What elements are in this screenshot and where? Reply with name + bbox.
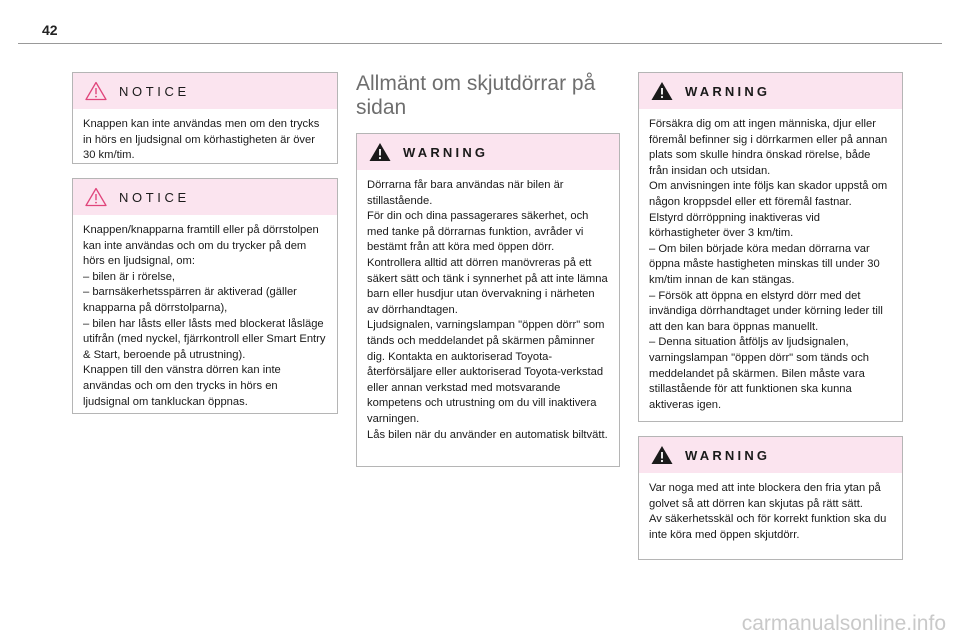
notice-title: NOTICE — [119, 189, 190, 205]
warning-bullet: – Om bilen började köra medan dörrarna var öppna måste hastigheten minskas till under 30 km/tim innan de kan stängas. — [649, 242, 880, 286]
notice-header — [73, 73, 337, 109]
warning-text: För din och dina passagerares säkerhet, och med tanke på dörrarnas funktion, avråder vi bestämt från att köra med öppen dörr. — [367, 210, 589, 254]
warning-text: Försäkra dig om att ingen människa, djur eller föremål befinner sig i dörrkarmen eller på annan plats som skulle hindra önskad rörelse, både från insidan och utsidan. — [649, 118, 888, 177]
section-title: Allmänt om skjutdörrar på sidan — [356, 72, 596, 119]
notice-triangle-icon — [85, 81, 107, 101]
notice-box-1 — [72, 72, 338, 164]
warning-header — [639, 73, 902, 109]
notice-body — [73, 215, 337, 418]
watermark: carmanualsonline.info — [741, 612, 946, 635]
notice-title: NOTICE — [119, 83, 190, 99]
warning-text: Kontrollera alltid att dörren manövreras på ett säkert sätt och tänk i synnerhet på att inte lämna barn eller husdjur utan övervakning i närheten av dörrhandtagen. — [367, 256, 608, 316]
warning-triangle-icon — [369, 142, 391, 162]
warning-text: Av säkerhetsskäl och för korrekt funktion ska du inte köra med öppen skjutdörr. — [649, 513, 887, 541]
warning-text: Elstyrd dörröppning inaktiveras vid körhastigheter över 3 km/tim. — [649, 211, 821, 240]
notice-bullet: – barnsäkerhetsspärren är aktiverad (gäller knapparna på dörrstolparna), — [83, 286, 297, 314]
notice-header — [73, 179, 337, 215]
warning-text: Lås bilen när du använder en automatisk biltvätt. — [367, 428, 608, 441]
warning-title: WARNING — [685, 83, 771, 99]
notice-text: Knappen/knapparna framtill eller på dörrstolpen kan inte användas och om du trycker på dem hörs en ljudsignal, om: — [83, 224, 319, 268]
warning-header — [357, 134, 619, 170]
notice-text: Knappen till den vänstra dörren kan inte användas och om den trycks in hörs en ljudsignal om tankluckan öppnas. — [83, 364, 281, 408]
warning-triangle-icon — [651, 81, 673, 101]
header-divider — [18, 43, 942, 44]
warning-header — [639, 437, 902, 473]
warning-box-1 — [356, 133, 620, 467]
warning-body — [639, 109, 902, 421]
warning-triangle-icon — [651, 445, 673, 465]
warning-box-2 — [638, 72, 903, 422]
page-number: 42 — [42, 22, 58, 38]
warning-body — [639, 473, 902, 551]
warning-text: Om anvisningen inte följs kan skador uppstå om någon kroppsdel eller ett föremål fastnar. — [649, 180, 888, 208]
warning-title: WARNING — [403, 144, 489, 160]
warning-bullet: – Denna situation åtföljs av ljudsignalen, varningslampan "öppen dörr" som tänds och meddelandet på skärmen. Bilen måste vara stillastående för att funktionen ska kunna aktiveras igen. — [649, 336, 870, 411]
warning-box-3 — [638, 436, 903, 560]
warning-text: Ljudsignalen, varningslampan "öppen dörr" som tänds och meddelandet på skärmen påminner dig. Kontakta en auktoriserad Toyota-återförsäljare eller auktoriserad Toyota-verkstad eller annan verkstad med motsvarande kompetens och utrustning om du vill inaktivera varningen. — [367, 319, 605, 425]
notice-triangle-icon — [85, 187, 107, 207]
warning-body — [357, 170, 619, 451]
notice-bullet: – bilen har låsts eller låsts med blockerat låsläge utifrån (med nyckel, fjärrkontroll eller Smart Entry & Start, beroende på utrustning). — [83, 317, 326, 361]
notice-body — [73, 109, 337, 172]
warning-bullet: – Försök att öppna en elstyrd dörr med det invändiga dörrhandtaget under körning leder till att den kan bara öppnas manuellt. — [649, 289, 883, 333]
notice-text: Knappen kan inte användas men om den trycks in hörs en ljudsignal om körhastigheten är över 30 km/tim. — [83, 118, 320, 162]
warning-text: Dörrarna får bara användas när bilen är stillastående. — [367, 179, 564, 207]
notice-box-2 — [72, 178, 338, 414]
warning-title: WARNING — [685, 447, 771, 463]
warning-text: Var noga med att inte blockera den fria ytan på golvet så att dörren kan skjutas på rätt sätt. — [649, 482, 881, 510]
notice-bullet: – bilen är i rörelse, — [83, 270, 176, 283]
